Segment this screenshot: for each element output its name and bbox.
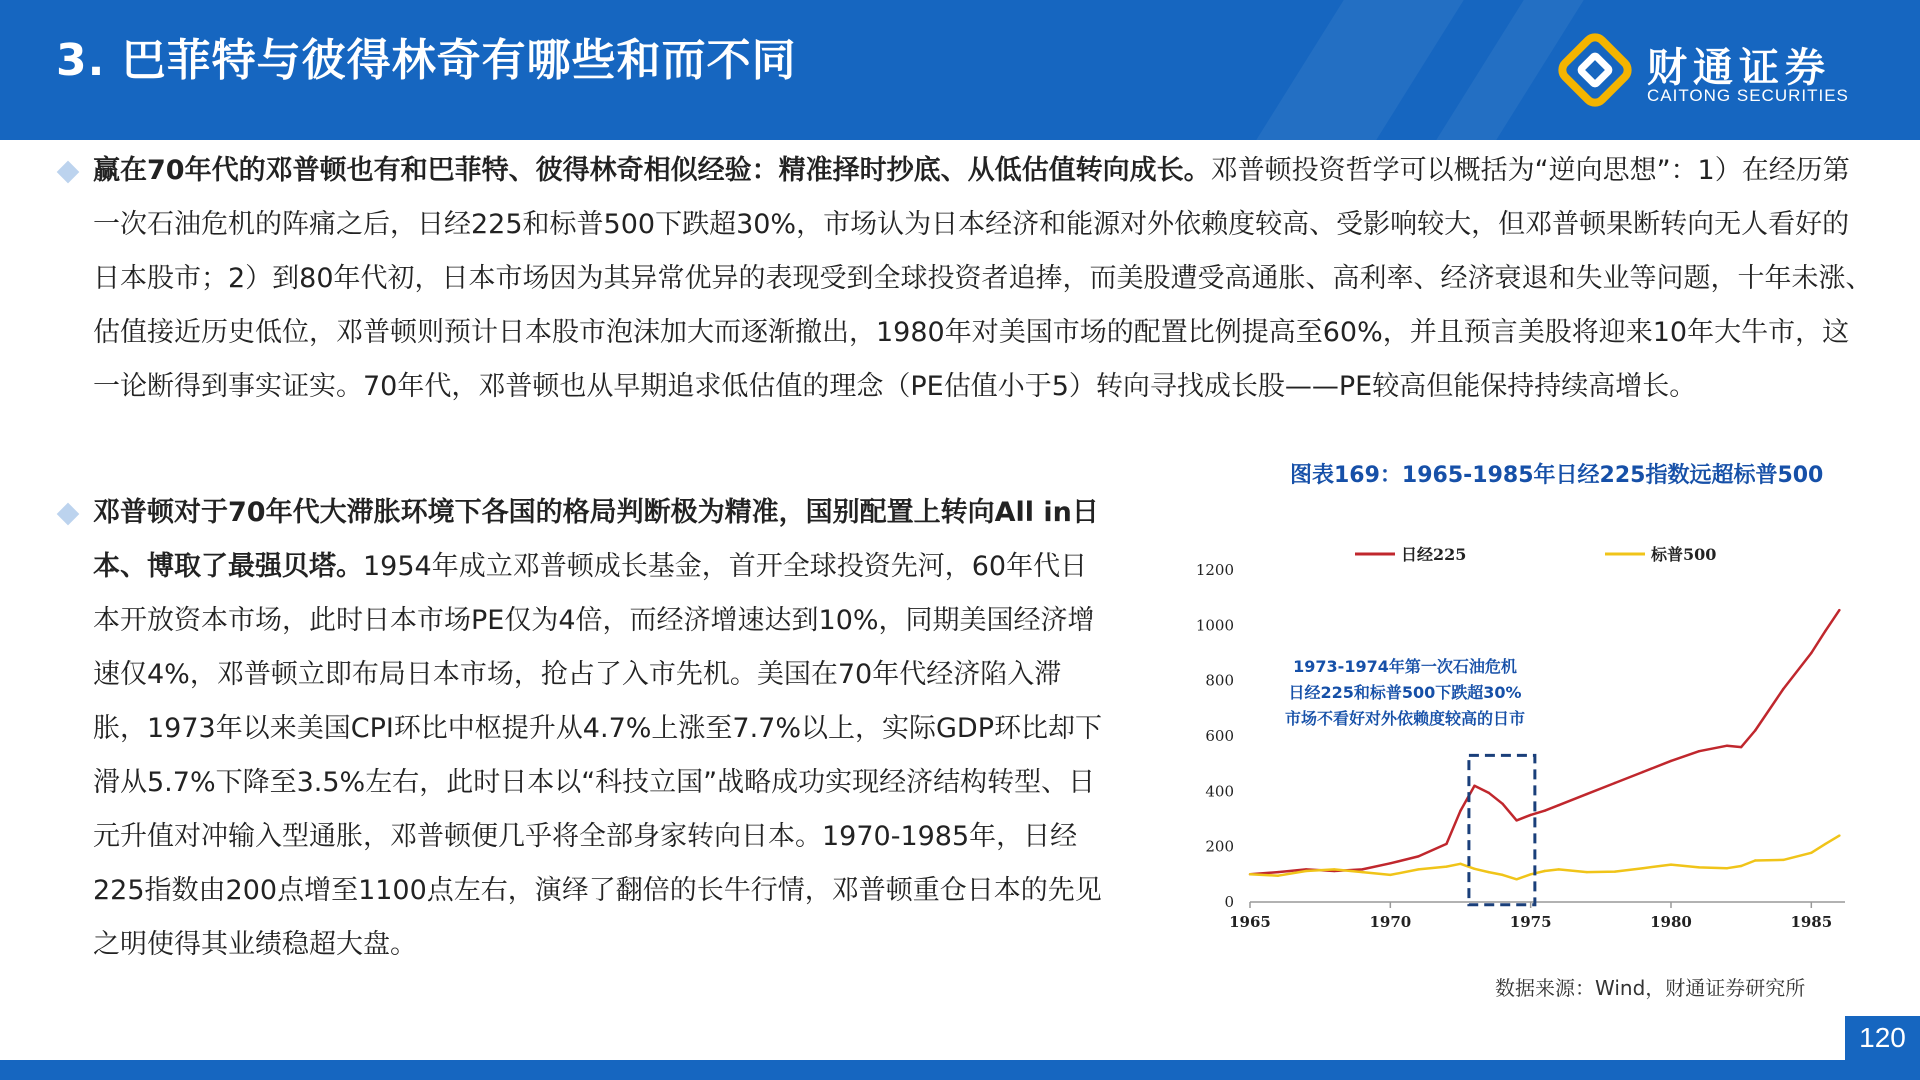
legend-label: 日经225 [1401,545,1467,564]
paragraph-lead: 赢在70年代的邓普顿也有和巴菲特、彼得林奇相似经验：精准择时抄底、从低估值转向成长。 [93,155,1211,186]
logo-emblem-icon [1555,30,1635,110]
data-point [1487,792,1489,794]
data-point [1754,859,1756,861]
data-point [1277,875,1279,877]
data-point [1810,652,1812,654]
legend-label: 标普500 [1651,545,1717,564]
data-point [1838,834,1840,836]
data-point [1417,855,1419,857]
data-point [1459,810,1461,812]
nikkei-sp500-line-chart [1180,530,1860,950]
series-line-nikkei225 [1250,610,1839,874]
data-point [1544,810,1546,812]
x-tick-label: 1970 [1369,913,1412,931]
data-point [1754,729,1756,731]
y-tick-label: 200 [1205,837,1234,856]
chart-annotation-line: 市场不看好对外依赖度较高的日市 [1284,709,1526,728]
data-point [1487,871,1489,873]
paragraph-templeton-timing [93,144,1873,414]
header-bar [0,0,1920,140]
data-point [1333,868,1335,870]
data-point [1361,868,1363,870]
logo-text-en: CAITONG SECURITIES [1647,86,1849,105]
data-point [1361,871,1363,873]
data-point [1824,843,1826,845]
data-point [1305,870,1307,872]
data-point [1614,870,1616,872]
page-title: 3. 巴菲特与彼得林奇有哪些和而不同 [56,35,797,86]
page-number: 120 [1845,1016,1920,1060]
data-point [1824,630,1826,632]
data-point [1530,814,1532,816]
company-logo [1555,30,1895,110]
series-line-sp500 [1250,836,1839,880]
data-point [1740,865,1742,867]
y-tick-label: 600 [1205,727,1234,745]
data-point [1642,771,1644,773]
data-point [1530,873,1532,875]
data-point [1473,785,1475,787]
figure-title: 图表169：1965-1985年日经225指数远超标普500 [1290,463,1824,488]
data-source: 数据来源：Wind，财通证券研究所 [1495,976,1806,1000]
data-point [1782,688,1784,690]
data-point [1740,746,1742,748]
data-point [1726,867,1728,869]
data-point [1558,804,1560,806]
data-point [1670,760,1672,762]
data-point [1544,870,1546,872]
data-point [1389,862,1391,864]
data-point [1445,843,1447,845]
y-tick-label: 400 [1205,782,1234,801]
data-point [1277,871,1279,873]
data-point [1670,863,1672,865]
bullet-diamond-icon [57,503,80,526]
data-point [1642,867,1644,869]
paragraph-lead: 邓普顿对于70年代大滞胀环境下各国的格局判断极为精准，国别配置上转向All in日本、博取了最强贝塔。 [93,497,1099,582]
logo-text-cn: 财通证券 [1647,45,1831,91]
chart-annotation-line: 1973-1974年第一次石油危机 [1293,657,1517,676]
data-point [1459,863,1461,865]
data-point [1515,878,1517,880]
data-point [1389,874,1391,876]
paragraph-body: 1954年成立邓普顿成长基金，首开全球投资先河，60年代日本开放资本市场，此时日本市场PE仅为4倍，而经济增速达到10%，同期美国经济增速仅4%，邓普顿立即布局日本市场，抢占了入市先机。美国在70年代经济陷入滞胀，1973年以来美国CPI环比中枢提升从4.7%上涨至7.7%以上，实际GDP环比却下滑从5.7%下降至3.5%左右，此时日本以“科技立国”战略成功实现经济结构转型、日元升值对冲输入型通胀，邓普顿便几乎将全部身家转向日本。1970-1985年，日经225指数由200点增至1100点左右，演绎了翻倍的长牛行情，邓普顿重仓日本的先见之明使得其业绩稳超大盘。 [93,551,1102,960]
header-stripe [1256,0,1463,140]
x-tick-label: 1985 [1790,913,1833,931]
data-point [1810,852,1812,854]
y-tick-label: 1000 [1195,616,1234,635]
paragraph-body: 邓普顿投资哲学可以概括为“逆向思想”：1）在经历第一次石油危机的阵痛之后，日经225和标普500下跌超30%，市场认为日本经济和能源对外依赖度较高、受影响较大，但邓普顿果断转向无人看好的日本股市；2）到80年代初，日本市场因为其异常优异的表现受到全球投资者追捧，而美股遭受高通胀、高利率、经济衰退和失业等问题，十年未涨、估值接近历史低位，邓普顿则预计日本股市泡沫加大而逐渐撤出，1980年对美国市场的配置比例提高至60%，并且预言美股将迎来10年大牛市，这一论断得到事实证实。70年代，邓普顿也从早期追求低估值的理念（PE估值小于5）转向寻找成长股——PE较高但能保持持续高增长。 [93,155,1873,402]
bullet-diamond-icon [57,161,80,184]
data-point [1782,859,1784,861]
data-point [1515,819,1517,821]
data-point [1586,793,1588,795]
data-point [1249,873,1251,875]
paragraph-templeton-japan [93,486,1103,972]
x-tick-label: 1975 [1509,913,1552,931]
data-point [1698,750,1700,752]
y-tick-label: 0 [1224,893,1234,911]
data-point [1417,868,1419,870]
data-point [1586,871,1588,873]
data-point [1726,745,1728,747]
chart-annotation-line: 日经225和标普500下跌超30% [1288,683,1522,702]
data-point [1473,868,1475,870]
data-point [1614,782,1616,784]
x-tick-label: 1965 [1229,913,1271,931]
data-point [1558,868,1560,870]
data-point [1698,866,1700,868]
data-point [1445,865,1447,867]
y-tick-label: 800 [1205,671,1234,690]
x-tick-label: 1980 [1650,913,1692,931]
data-point [1501,874,1503,876]
oil-crisis-highlight-box [1469,755,1535,904]
data-point [1501,803,1503,805]
y-tick-label: 1200 [1195,561,1234,579]
footer-bar [0,1060,1920,1080]
data-point [1838,609,1840,611]
